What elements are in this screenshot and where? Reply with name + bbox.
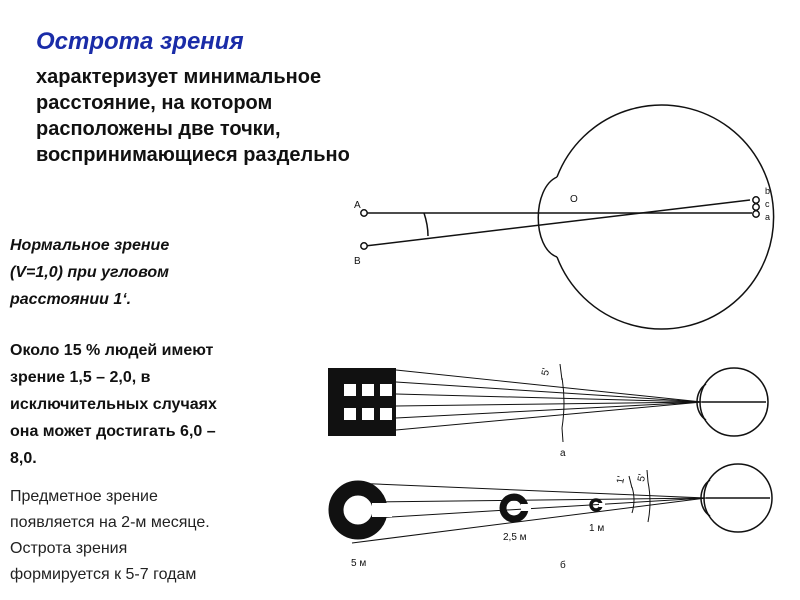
test-chart-gap [380, 384, 392, 396]
label-point-b: B [354, 256, 361, 267]
eye-diagram-3 [336, 464, 772, 543]
angle-arc [562, 378, 564, 428]
percent-line: она может достигать 6,0 – [10, 423, 216, 440]
label-receptor-c: c [765, 199, 770, 209]
receptor-b [753, 197, 759, 203]
receptor-c [753, 204, 759, 210]
cornea [538, 177, 557, 257]
definition-line: расположены две точки, [36, 118, 281, 140]
test-chart-gap [344, 408, 356, 420]
arrow-top [560, 364, 562, 380]
label-nodal-point: O [570, 194, 578, 205]
label-angle-1: 1' [615, 475, 628, 485]
point-b [361, 243, 367, 249]
page-title: Острота зрения [36, 28, 244, 55]
label-a: a [560, 448, 566, 459]
test-chart-gap [380, 408, 392, 420]
label-receptor-b: b [765, 186, 771, 196]
ray-b [365, 200, 750, 246]
label-b: б [560, 560, 566, 571]
label-distance-1m: 1 м [589, 523, 605, 534]
label-receptor-a: a [765, 212, 771, 222]
test-chart-gap [362, 408, 374, 420]
percent-line: Около 15 % людей имеют [10, 342, 214, 359]
receptor-a [753, 211, 759, 217]
label-angle-5-lower: 5' [636, 473, 649, 483]
angle-arc-5 [648, 482, 650, 522]
label-point-a: A [354, 200, 361, 211]
test-chart-gap [344, 384, 356, 396]
chart-ray [396, 382, 702, 402]
label-angle-5: 5' [540, 367, 553, 377]
ring-ray [352, 483, 706, 498]
eyeball-outline [557, 105, 774, 329]
normal-vision-line: Нормальное зрение [10, 237, 170, 254]
subject-vision-line: Предметное зрение [10, 488, 158, 505]
ring-gap [372, 503, 392, 517]
test-chart-gap [362, 384, 374, 396]
subject-vision-line: появляется на 2-м месяце. [10, 514, 210, 531]
definition-line: воспринимающиеся раздельно [36, 144, 350, 166]
ring-gap [521, 504, 531, 511]
ring-gap [599, 503, 605, 507]
subject-vision-line: Острота зрения [10, 540, 128, 557]
angle-arc [424, 213, 428, 236]
label-distance-2-5m: 2,5 м [503, 532, 527, 543]
normal-vision-line: расстоянии 1‘. [10, 291, 132, 308]
label-distance-5m: 5 м [351, 558, 367, 569]
angle-arc-1 [632, 487, 634, 513]
normal-vision-line: (V=1,0) при угловом [10, 264, 169, 281]
angle-mark [629, 476, 632, 488]
arrow-bottom [562, 428, 563, 442]
percent-line: зрение 1,5 – 2,0, в [10, 369, 151, 386]
percent-line: 8,0. [10, 450, 37, 467]
point-a [361, 210, 367, 216]
test-chart [328, 368, 396, 436]
percent-line: исключительных случаях [10, 396, 217, 413]
eye-diagram-1 [361, 105, 774, 329]
subject-vision-line: формируется к 5-7 годам [10, 566, 197, 583]
chart-ray [396, 394, 702, 402]
definition-line: характеризует минимальное [36, 66, 322, 88]
definition-line: расстояние, на котором [36, 92, 273, 114]
